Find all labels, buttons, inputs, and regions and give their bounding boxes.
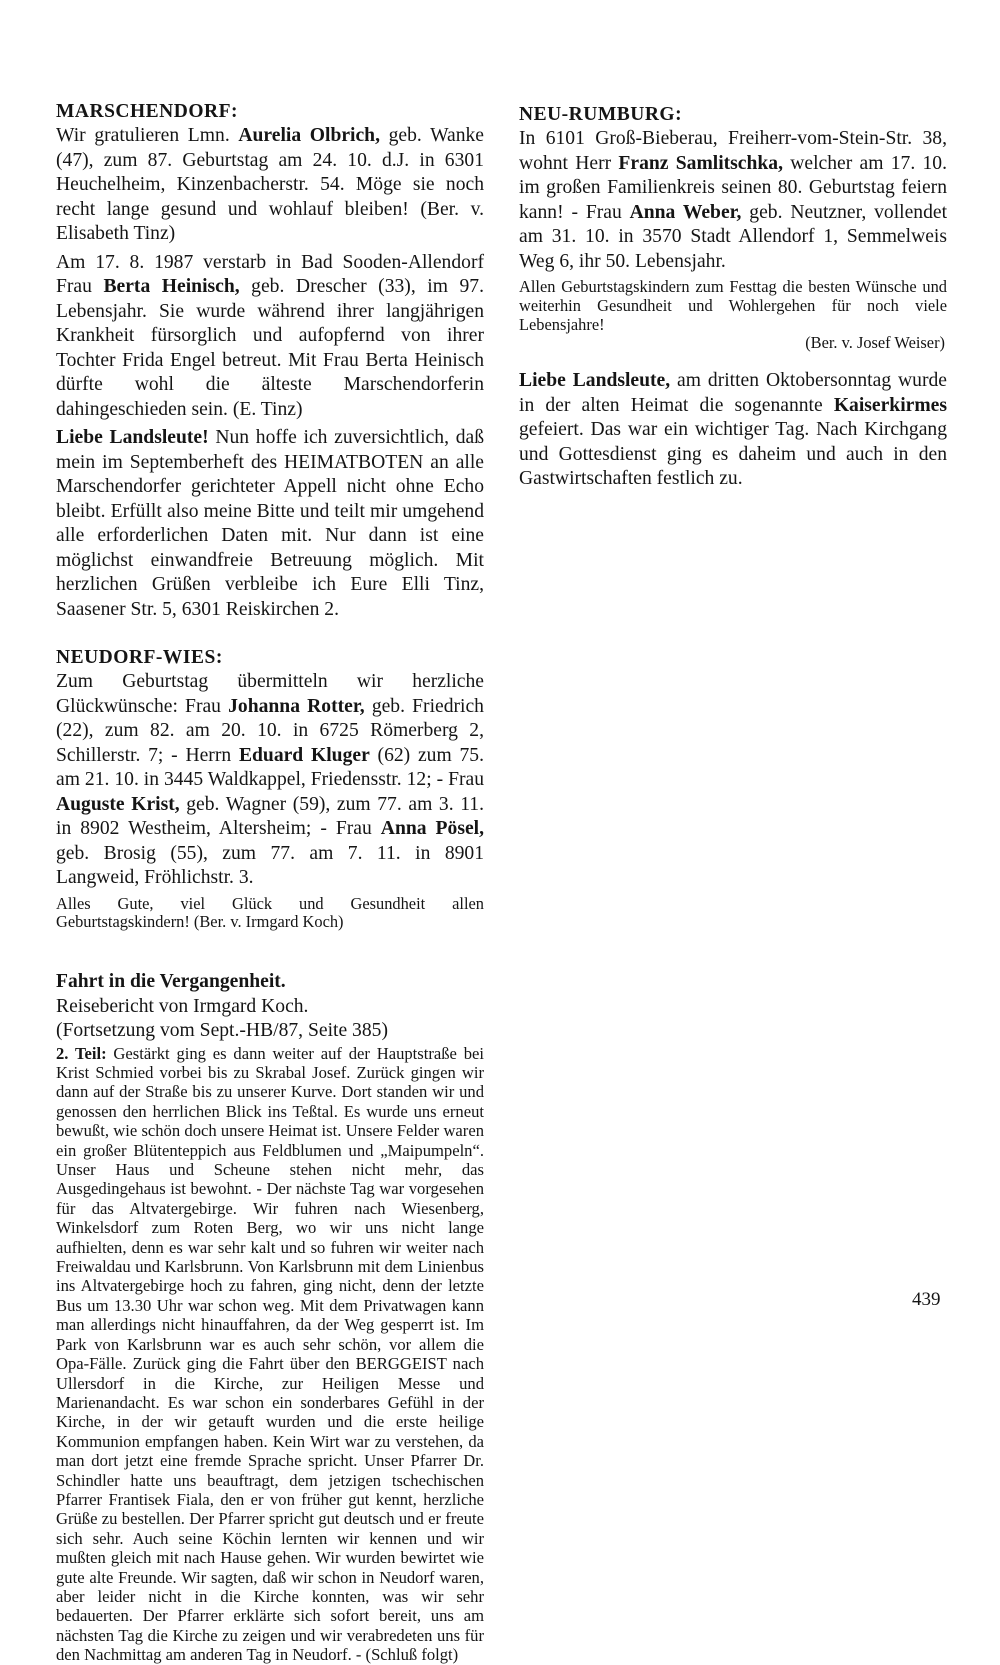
bold-name: Liebe Landsleute! (56, 427, 209, 448)
fahrt-title (56, 970, 484, 995)
bold-name: Auguste Krist, (56, 793, 180, 815)
neu-rumburg-heading: NEU-RUMBURG: (519, 104, 683, 125)
marschendorf-obituary-paragraph (56, 251, 484, 423)
bold-name: Johanna Rotter, (228, 695, 365, 717)
text-run: welcher am 17. 10. im großen Familienkreis seinen 80. Geburtstag feiern kann! - Frau (519, 152, 947, 223)
neu-rumburg-signature: (Ber. v. Josef Weiser) (805, 333, 945, 353)
text-run: Wir gratulieren Lmn. (56, 125, 239, 146)
left-column (56, 100, 484, 1665)
neu-rumburg-kaiserkirmes-paragraph (519, 369, 947, 492)
fahrt-subtitle-author: Reisebericht von Irmgard Koch. (56, 995, 309, 1017)
bold-name: Liebe Landsleute, (519, 370, 671, 392)
bold-name: Anna Weber, (629, 201, 742, 223)
bold-name: Berta Heinisch, (103, 276, 240, 297)
marschendorf-birthday-paragraph (56, 124, 484, 247)
bold-name: Aurelia Olbrich, (238, 125, 380, 146)
page-number: 439 (912, 1289, 941, 1310)
neudorf-wies-heading: NEUDORF-WIES: (56, 647, 223, 668)
text-run: geb. Brosig (55), zum 77. am 7. 11. in 8901 Langweid, Fröhlichstr. 3. (56, 842, 484, 888)
fahrt-part-label: 2. Teil: (56, 1043, 107, 1063)
neudorf-wies-wishes: Alles Gute, viel Glück und Gesundheit allen Geburtstagskindern! (Ber. v. Irmgard Koch) (56, 893, 484, 932)
bold-name: Eduard Kluger (238, 744, 370, 766)
fahrt-body-text: Gestärkt ging es dann weiter auf der Hauptstraße bei Krist Schmied vorbei bis zu Skrabal Josef. Zurück gingen wir dann auf der Straße bis zu unserer Kurve. Dort standen wir und genossen den herrlichen Blick ins Teßtal. Es wurde uns erneut bewußt, wie schön doch unsere Heimat ist. Unsere Felder waren ein großer Blütenteppich aus Feldblumen und „Maipumpeln“. Unser Haus und Scheune stehen nicht mehr, das Ausgedingehaus ist bewohnt. - Der nächste Tag war vorgesehen für das Altvatergebirge. Wir fuhren nach Wiesenberg, Winkelsdorf zum Roten Berg, wo wir uns nicht lange aufhielten, denn es war sehr kalt und so fuhren wir weiter nach Freiwaldau und Karlsbrunn. Von Karlsbrunn mit dem Linienbus ins Altvatergebirge hoch zu fahren, ging nicht, denn der letzte Bus um 13.30 Uhr war schon weg. Mit dem Privatwagen kann man allerdings nicht hinauffahren, da der Weg gesperrt ist. Im Park von Karlsbrunn war es auch sehr schön, vor allem die Opa-Fälle. Zurück ging die Fahrt über den BERGGEIST nach Ullersdorf in die Kirche, zur Heiligen Messe und Marienandacht. Es war schon ein sonderbares Gefühl in der Kirche, in der wir getauft wurden und die erste heilige Kommunion empfangen haben. Kein Wirt war zu verstehen, da man dort jetzt eine fremde Sprache spricht. Unser Pfarrer Dr. Schindler hatte uns beauftragt, dem jetzigen tschechischen Pfarrer Frantisek Fiala, den er von früher gut kennt, herzliche Grüße zu bestellen. Der Pfarrer spricht gut deutsch und er freute sich sehr. Auch seine Köchin lernten wir kennen und wir mußten gleich mit nach Hause gehen. Wir wurden bewirtet wie gute alte Freunde. Wir sagten, daß wir schon in Neudorf waren, aber leider nicht in die Kirche konnten, was wir sehr bedauerten. Der Pfarrer erklärte sich sofort bereit, uns am nächsten Tag die Kirche zu zeigen und wir verabredeten uns für den Nachmittag am anderen Tag in Neudorf. - (Schluß folgt) (56, 1043, 484, 1665)
text-run: gefeiert. Das war ein wichtiger Tag. Nach Kirchgang und Gottesdienst ging es daheim und auch in den Gastwirtschaften festlich zu. (519, 419, 947, 490)
right-column (519, 103, 947, 492)
bold-name: Franz Samlitschka, (618, 152, 783, 174)
fahrt-subtitle-continuation: (Fortsetzung vom Sept.-HB/87, Seite 385) (56, 1020, 388, 1042)
text-run: geb. Wagner (59), zum 77. am 3. 11. in 8902 Westheim, Altersheim; - Frau (56, 793, 485, 839)
bold-name: Anna Pösel, (380, 818, 484, 839)
text-run: geb. Drescher (33), im 97. Lebensjahr. Sie wurde während ihrer langjährigen Krankheit fürsorglich und aufopfernd von ihrer Tochter Frida Engel betreut. Mit Frau Berta Heinisch dürfte wohl die älteste Marschendorferin dahingeschieden sein. (E. Tinz) (56, 276, 484, 420)
text-run: geb. Friedrich (22), zum 82. am 20. 10. in 6725 Römerberg 2, Schillerstr. 7; - Herrn (56, 695, 484, 766)
text-run: Am 17. 8. 1987 verstarb in Bad Sooden-Allendorf Frau (56, 251, 484, 297)
fahrt-title-text: Fahrt in die Vergangenheit. (56, 971, 286, 993)
neudorf-wies-birthday-paragraph (56, 670, 484, 891)
bold-name: Kaiserkirmes (833, 394, 947, 416)
text-run: Zum Geburtstag übermitteln wir herzliche Glückwünsche: Frau (56, 671, 484, 717)
marschendorf-appeal-paragraph (56, 426, 484, 622)
text-run: geb. Neutzner, vollendet am 31. 10. in 3570 Stadt Allendorf 1, Semmelweis Weg 6, ihr 50. Lebensjahr. (519, 201, 948, 272)
fahrt-body-part1 (56, 1044, 484, 1665)
neu-rumburg-wishes: Allen Geburtstagskindern zum Festtag die besten Wünsche und weiterhin Gesundheit und Wohlergehen für noch viele Lebensjahre! (519, 277, 947, 334)
text-run: am dritten Oktobersonntag wurde in der alten Heimat die sogenannte (519, 370, 947, 416)
text-run: geb. Wanke (47), zum 87. Geburtstag am 24. 10. d.J. in 6301 Heuchelheim, Kinzenbacherstr. 54. Möge sie noch recht lange gesund und wohlauf bleiben! (Ber. v. Elisabeth Tinz) (56, 125, 485, 244)
marschendorf-heading: MARSCHENDORF: (56, 101, 238, 122)
text-run: (62) zum 75. am 21. 10. in 3445 Waldkappel, Friedensstr. 12; - Frau (56, 744, 484, 790)
neu-rumburg-birthday-paragraph (519, 127, 947, 274)
text-run: Nun hoffe ich zuversichtlich, daß mein im Septemberheft des HEIMATBOTEN an alle Marschendorfer gerichteter Appell nicht ohne Echo bleibt. Erfüllt also meine Bitte und teilt mir umgehend alle erforderlichen Daten mit. Nur dann ist eine möglichst einwandfreie Betreuung möglich. Mit herzlichen Grüßen verbleibe ich Eure Elli Tinz, Saasener Str. 5, 6301 Reiskirchen 2. (56, 427, 484, 620)
text-run: In 6101 Groß-Bieberau, Freiherr-vom-Stein-Str. 38, wohnt Herr (519, 128, 947, 174)
